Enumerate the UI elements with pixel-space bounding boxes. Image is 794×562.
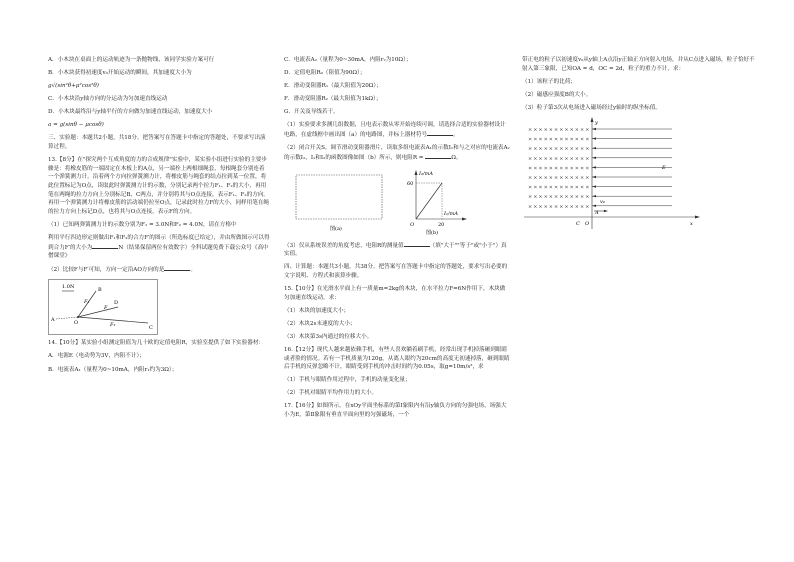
x-mark: × (538, 126, 543, 133)
v0-label: v₀ (600, 198, 605, 205)
figures-row (284, 167, 510, 237)
q14-item-g: G．开关及导线若干。 (284, 109, 339, 116)
formula-b: g√(sin²θ+μ²cos²θ) (48, 83, 99, 90)
x-mark: × (548, 136, 554, 143)
label-a: A (51, 317, 55, 324)
x-mark: × (559, 136, 564, 143)
x-mark: × (580, 174, 585, 181)
axis-x-label: x (690, 220, 693, 227)
q14-part3: （3）仅从系统误差的角度考虑，电阻R的测量值 （填"大于""等于"或"小于"）真实值。 (284, 242, 507, 258)
x-mark: × (543, 155, 548, 162)
x-mark: × (580, 203, 585, 210)
force-diagram-svg (48, 279, 158, 335)
point-a-label: A (595, 209, 599, 216)
x-mark: × (543, 174, 548, 181)
x-mark: × (533, 203, 538, 210)
x-mark: × (543, 194, 548, 201)
q14-item-f: F．滑动变阻器R₂（最大阻值为1kΩ）； (284, 96, 382, 103)
x-mark: × (533, 165, 538, 172)
x-mark: × (548, 146, 554, 153)
x-mark: × (569, 174, 574, 181)
option-b: B．小木块获得初速度v₀开始运动的瞬间，其加速度大小为 (48, 70, 192, 77)
x-mark: × (543, 146, 548, 153)
q14-part2: （2）闭合开关S，调节滑动变阻器滑片，读取多组电流表A₁的示数I₁和与之对应的电流表A₂的示数I₂，I₁和I₂的函数图像如图（b）所示，则电阻R = Ω。 (284, 144, 510, 161)
graph-x-label: I₁/mA (444, 210, 459, 217)
x-mark: × (580, 165, 585, 172)
x-mark: × (543, 165, 548, 172)
x-mark: × (538, 194, 543, 201)
x-mark: × (538, 146, 543, 153)
x-mark: × (554, 146, 559, 153)
q15-part3: （3）木块第3s内通过的位移大小。 (284, 333, 373, 340)
x-mark: × (564, 126, 569, 133)
x-mark: × (554, 136, 559, 143)
electric-field-lines (592, 128, 672, 207)
x-mark: × (580, 155, 585, 162)
x-mark: × (569, 194, 574, 201)
x-mark: × (538, 203, 543, 210)
q14-item-b: B．电流表A₁（量程为0~10mA，内阻r₁约为3Ω）； (48, 366, 178, 373)
x-mark: × (548, 174, 554, 181)
x-mark: × (548, 155, 554, 162)
x-mark: × (548, 184, 554, 191)
x-mark: × (554, 174, 559, 181)
x-mark: × (564, 146, 569, 153)
field-arrowhead (592, 156, 596, 158)
x-mark: × (574, 194, 580, 201)
q17-cont: 带正电的粒子以初速度v₀从y轴上A点沿y正轴正方向射入电场，并从C点进入磁场，粒子恰好不射入第三象限，已知OA = d，OC = 2d，粒子的重力不计，求： (522, 57, 755, 72)
x-mark: × (585, 165, 590, 172)
q14-part1: （1）实验要求多测几组数据，且电表示数从零开始连续可调，请选择合适的实验器材设计电路，在虚线框中画出图（a）的电路图，并标上器材符号 。 (284, 122, 506, 138)
x-mark: × (528, 126, 533, 133)
x-mark: × (569, 184, 574, 191)
q13-part1: （1）已知两弹簧测力计的示数分别为F₁ = 3.0N和F₂ = 4.0N，请在方格中 (48, 221, 237, 228)
x-mark: × (574, 146, 580, 153)
question-15: 15.【10分】在光滑水平面上有一质量m=2kg的木块，在水平拉力F=6N作用下，木块做匀加速直线运动。求： (284, 286, 506, 301)
q17-part1: （1）该粒子的比荷； (522, 78, 576, 85)
x-mark: × (554, 184, 559, 191)
x-mark: × (580, 184, 585, 191)
x-mark: × (528, 194, 533, 201)
q17-part3: （3）粒子第3次从电场进入磁场经过y轴时的纵坐标值。 (522, 104, 661, 111)
origin-label: O (585, 220, 590, 227)
field-arrowhead (592, 176, 596, 178)
x-mark: × (564, 184, 569, 191)
x-mark: × (564, 165, 569, 172)
x-mark: × (580, 194, 585, 201)
x-mark: × (564, 155, 569, 162)
question-17: 17.【16分】如图所示，在xOy平面坐标系的第Ⅰ象限内有沿y轴负方向的匀强电场，场强大小为E，第Ⅱ象限有垂直平面向里的匀强磁场，一个 (284, 403, 507, 418)
x-mark: × (569, 126, 574, 133)
label-b: B (98, 287, 102, 294)
x-mark: × (538, 165, 543, 172)
x-mark: × (538, 174, 543, 181)
x-mark: × (559, 165, 564, 172)
x-mark: × (574, 155, 580, 162)
x-mark: × (585, 146, 590, 153)
x-mark: × (564, 203, 569, 210)
x-mark: × (533, 126, 538, 133)
column-middle (284, 56, 510, 424)
x-mark: × (569, 155, 574, 162)
magnetic-field-x-marks (528, 127, 589, 210)
x-mark: × (543, 136, 548, 143)
x-mark: × (559, 194, 564, 201)
x-mark: × (533, 146, 538, 153)
force-diagram (48, 279, 158, 335)
x-mark: × (559, 155, 564, 162)
x-mark: × (559, 203, 564, 210)
x-mark: × (533, 194, 538, 201)
x-mark: × (528, 165, 533, 172)
x-mark: × (528, 184, 533, 191)
field-diagram-svg (522, 117, 702, 235)
point-c-label: C (576, 220, 580, 227)
section-4-heading: 四、计算题：本题共3小题，共38分。把答案写在答题卡中指定的答题处，要求写出必要的文字说明、方程式和演算步骤。 (284, 264, 508, 279)
field-arrowhead (592, 147, 596, 149)
q14-item-d: D．定值电阻R₀（阻值为90Ω）； (284, 70, 366, 77)
x-mark: × (538, 184, 543, 191)
x-mark: × (528, 203, 533, 210)
x-mark: × (585, 174, 590, 181)
column-left (48, 56, 270, 379)
formula-d: a = g(sinθ − μcosθ) (48, 122, 104, 129)
q14-item-e: E．滑动变阻器R₁（最大阻值为20Ω）； (284, 83, 382, 90)
x-mark: × (533, 155, 538, 162)
x-mark: × (533, 136, 538, 143)
question-13: 13.【8分】在"探究两个互成角度的力的合成规律"实验中，某实验小组进行实验的主要步骤是：将橡皮筋的一端固定在木板上的A点，另一端拴上两根细绳套，每根绳套分别连着一个弹簧测力计。沿着两个方向拉弹簧测力计，将橡皮筋与绳套的结点拉到某一位置，将此位置标记为O点，读取此时弹簧测力计的示数，分别记录两个拉力F₁、F₂的大小，再用笔在两绳的拉力方向上分别标记B、C两点，并分别将其与O点连接，表示F₁、F₂的方向。再用一个弹簧测力计将橡皮筋的活动端仍拉至O点，记录此时拉力F的大小，同样用笔在绳的拉力方向上标记D点，也将其与O点连接，表示F的方向。 (48, 156, 270, 215)
answer-blank (425, 153, 451, 159)
q14-item-a: A．电源E（电动势为3V，内阻不计）； (48, 353, 145, 360)
x-mark: × (548, 126, 554, 133)
x-mark: × (528, 136, 533, 143)
x-mark: × (569, 165, 574, 172)
x-mark: × (574, 126, 580, 133)
x-mark: × (533, 184, 538, 191)
x-mark: × (548, 203, 554, 210)
circuit-graph-svg (284, 167, 510, 237)
graph-y-tick: 60 (407, 180, 414, 187)
x-mark: × (574, 136, 580, 143)
label-f1: F₁ (84, 299, 90, 306)
x-mark: × (569, 136, 574, 143)
x-mark: × (554, 155, 559, 162)
question-14: 14.【10分】某实验小组测定阻值为几十欧的定值电阻R，实验室提供了如下实验器材： (48, 340, 265, 347)
x-mark: × (580, 126, 585, 133)
column-right (522, 56, 760, 235)
answer-blank (404, 241, 430, 247)
x-mark: × (528, 155, 533, 162)
x-mark: × (574, 174, 580, 181)
field-arrowhead (592, 195, 596, 197)
axis-y-label: y (595, 119, 598, 126)
answer-blank (164, 265, 190, 271)
x-mark: × (528, 146, 533, 153)
label-c: C (149, 325, 153, 332)
answer-blank (92, 243, 118, 249)
circuit-box (296, 175, 382, 219)
option-d: D．小木块最终沿与y轴平行的方向做匀加速直线运动，加速度大小 (48, 109, 213, 116)
q16-part1: （1）手机与眼睛作用过程中，手机的动量变化量； (284, 377, 411, 384)
field-arrowhead (592, 128, 596, 130)
x-mark: × (538, 136, 543, 143)
question-16: 16.【12分】现代人越来越依赖手机，有些人喜欢躺着刷手机，经常出现手机掉落砸到眼睛或者脸的情况。若有一手机质量为120g，从离人眼约为20cm的高度无初速掉落，砸到眼睛后手机的反弹忽略不计，眼睛受到手机的冲击时间约为0.05s，取g=10m/s²，求 (284, 346, 510, 371)
answer-blank (427, 130, 453, 136)
x-mark: × (548, 165, 554, 172)
x-mark: × (585, 184, 590, 191)
x-mark: × (585, 126, 590, 133)
label-f: F (104, 305, 108, 312)
x-mark: × (543, 203, 548, 210)
x-mark: × (585, 203, 590, 210)
q16-part2: （2）手机对眼睛平均作用力的大小。 (284, 390, 378, 397)
x-mark: × (543, 126, 548, 133)
graph-y-label: I₂/mA (419, 170, 434, 177)
scale-label: 1.0N (62, 284, 75, 291)
x-mark: × (580, 146, 585, 153)
x-mark: × (574, 165, 580, 172)
x-mark: × (543, 184, 548, 191)
x-mark: × (569, 146, 574, 153)
field-arrowhead (592, 204, 596, 206)
field-arrowhead (592, 137, 596, 139)
option-c: C．小木块沿y轴方向的分运动为匀加速直线运动 (48, 96, 168, 103)
x-mark: × (585, 194, 590, 201)
field-arrowhead (592, 185, 596, 187)
x-mark: × (554, 165, 559, 172)
q14-item-c: C．电流表A₂（量程为0~30mA，内阻r₂为10Ω）； (284, 57, 412, 63)
field-arrowhead (592, 166, 596, 168)
caption-b: 图(b) (426, 229, 439, 236)
label-f2: F₂ (110, 322, 116, 329)
x-mark: × (559, 126, 564, 133)
section-3-heading: 三、实验题：本题共2小题，共18分。把答案写在答题卡中指定的答题处，不要求写出演算过程。 (48, 135, 266, 150)
graph-origin: O (410, 221, 415, 228)
q13-part1-cont: 利用平行四边形定则做出F₁和F₂的合力F′的图示（所选标度已给定），并由所做图示可以得到合力F′的大小为 N（结果保留两位有效数字）全科试题免费下载公众号《高中僧课堂》 (48, 235, 270, 260)
x-mark: × (559, 184, 564, 191)
q15-part1: （1）木块的加速度大小； (284, 307, 350, 314)
x-mark: × (585, 136, 590, 143)
option-a: A．小木块在桌面上的运动轨迹为一条抛物线，该同学实验方案可行 (48, 57, 215, 63)
x-mark: × (574, 184, 580, 191)
x-mark: × (564, 194, 569, 201)
x-mark: × (559, 146, 564, 153)
x-mark: × (559, 174, 564, 181)
label-o: O (74, 320, 79, 327)
q15-part2: （2）木块2s末速度的大小； (284, 320, 356, 327)
label-d: D (114, 300, 119, 307)
x-mark: × (564, 136, 569, 143)
x-mark: × (538, 155, 543, 162)
q17-part2: （2）磁感应强度B的大小。 (522, 91, 592, 98)
x-mark: × (585, 155, 590, 162)
x-mark: × (574, 203, 580, 210)
x-mark: × (569, 203, 574, 210)
graph-x-tick: 20 (438, 221, 445, 228)
x-mark: × (528, 174, 533, 181)
field-diagram (522, 117, 702, 235)
x-mark: × (548, 194, 554, 201)
x-mark: × (554, 194, 559, 201)
x-mark: × (554, 126, 559, 133)
x-mark: × (533, 174, 538, 181)
x-mark: × (554, 203, 559, 210)
x-mark: × (580, 136, 585, 143)
caption-a: 图(a) (330, 225, 342, 232)
field-e-label: E (662, 164, 666, 171)
q13-part2: （2）比较F与F′可知，方向一定沿AO方向的是 。 (48, 267, 196, 274)
x-mark: × (564, 174, 569, 181)
